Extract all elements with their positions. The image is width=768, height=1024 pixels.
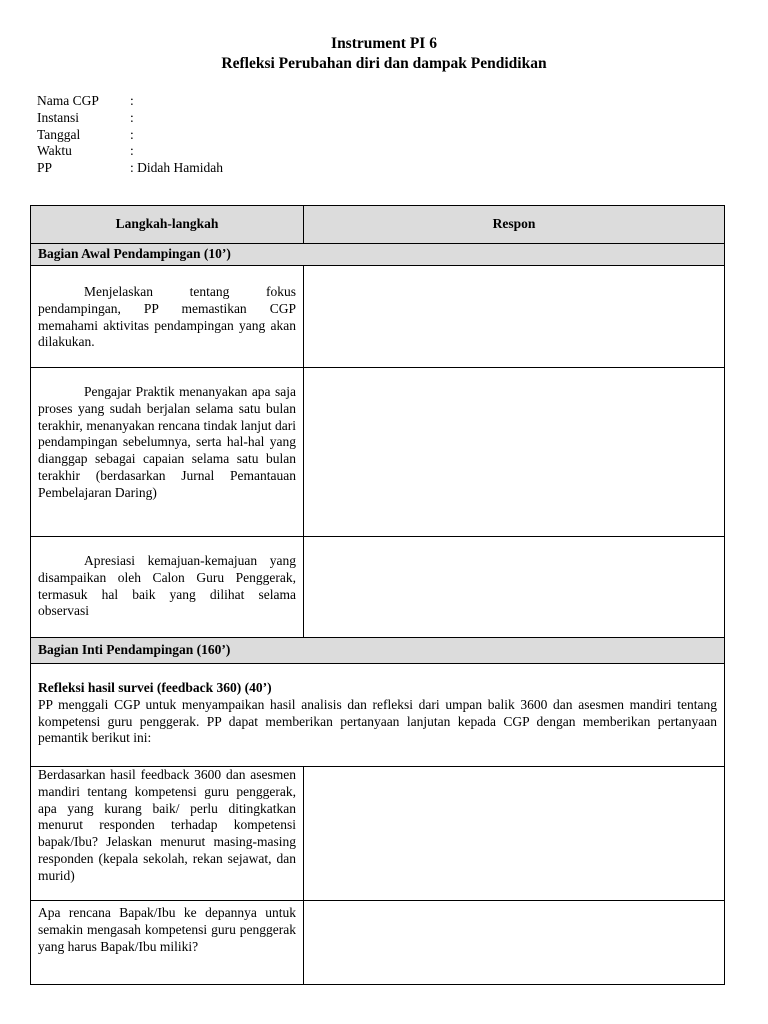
- response-cell[interactable]: [304, 901, 725, 985]
- info-row-tanggal: [37, 127, 223, 144]
- section-title-awal: Bagian Awal Pendampingan (10’): [31, 244, 725, 266]
- info-value: :: [130, 126, 134, 142]
- step-text: Menjelaskan tentang fokus pendampingan, PP memastikan CGP memahami aktivitas pendampingan yang akan dilakukan.: [31, 266, 304, 368]
- response-cell[interactable]: [304, 767, 725, 901]
- table-row-wide: [31, 664, 725, 767]
- info-label: Tanggal: [37, 126, 81, 142]
- step-text: Pengajar Praktik menanyakan apa saja proses yang sudah berjalan selama satu bulan terakhir, menanyakan rencana tindak lanjut dari pendampingan sebelumnya, serta hal-hal yang dianggap sebagai capaian selama satu bulan terakhir (berdasarkan Jurnal Pemantauan Pembelajaran Daring): [31, 368, 304, 537]
- section-title-inti: Bagian Inti Pendampingan (160’): [31, 638, 725, 664]
- response-cell[interactable]: [304, 368, 725, 537]
- info-label: Waktu: [37, 143, 72, 159]
- question-text: Apa rencana Bapak/Ibu ke depannya untuk semakin mengasah kompetensi guru penggerak yang harus Bapak/Ibu miliki?: [31, 901, 304, 985]
- info-row-nama-cgp: [37, 93, 223, 110]
- table-row: [31, 767, 725, 901]
- info-label: PP: [37, 160, 53, 176]
- info-value: : Didah Hamidah: [130, 160, 223, 176]
- section-row-inti: [31, 638, 725, 664]
- section-row-awal: [31, 244, 725, 266]
- document-title: Instrument PI 6: [331, 35, 437, 52]
- step-text: Apresiasi kemajuan-kemajuan yang disampaikan oleh Calon Guru Penggerak, termasuk hal baik yang dilihat selama observasi: [31, 537, 304, 638]
- response-cell[interactable]: [304, 266, 725, 368]
- info-value: :: [130, 93, 134, 108]
- table-header-row: [31, 206, 725, 244]
- wide-cell: [31, 664, 725, 767]
- info-row-waktu: [37, 143, 223, 160]
- document-subtitle: Refleksi Perubahan diri dan dampak Pendidikan: [221, 55, 547, 72]
- table-row: [31, 266, 725, 368]
- info-label: Instansi: [37, 109, 79, 125]
- info-value: :: [130, 143, 134, 159]
- identity-block: [37, 93, 223, 177]
- response-cell[interactable]: [304, 537, 725, 638]
- table-row: [31, 537, 725, 638]
- info-row-instansi: [37, 110, 223, 127]
- info-row-pp: [37, 160, 223, 177]
- reflection-table: [30, 205, 725, 985]
- question-text: Berdasarkan hasil feedback 3600 dan asesmen mandiri tentang kompetensi guru penggerak, apa yang kurang baik/ perlu ditingkatkan menurut responden terhadap kompetensi bapak/Ibu? Jelaskan menurut masing-masing responden (kepala sekolah, rekan sejawat, dan murid): [31, 767, 304, 901]
- header-respon: Respon: [304, 206, 725, 244]
- header-langkah: Langkah-langkah: [31, 206, 304, 244]
- table-row: [31, 901, 725, 985]
- info-value: :: [130, 109, 134, 125]
- info-label: Nama CGP: [37, 93, 99, 108]
- subsection-title: Refleksi hasil survei (feedback 360) (40’): [38, 680, 272, 695]
- table-row: [31, 368, 725, 537]
- subsection-text: PP menggali CGP untuk menyampaikan hasil analisis dan refleksi dari umpan balik 3600 dan asesmen mandiri tentang kompetensi guru penggerak. PP dapat memberikan pertanyaan lanjutan kepada CGP dengan memberikan pertanyaan pemantik berikut ini:: [38, 696, 717, 746]
